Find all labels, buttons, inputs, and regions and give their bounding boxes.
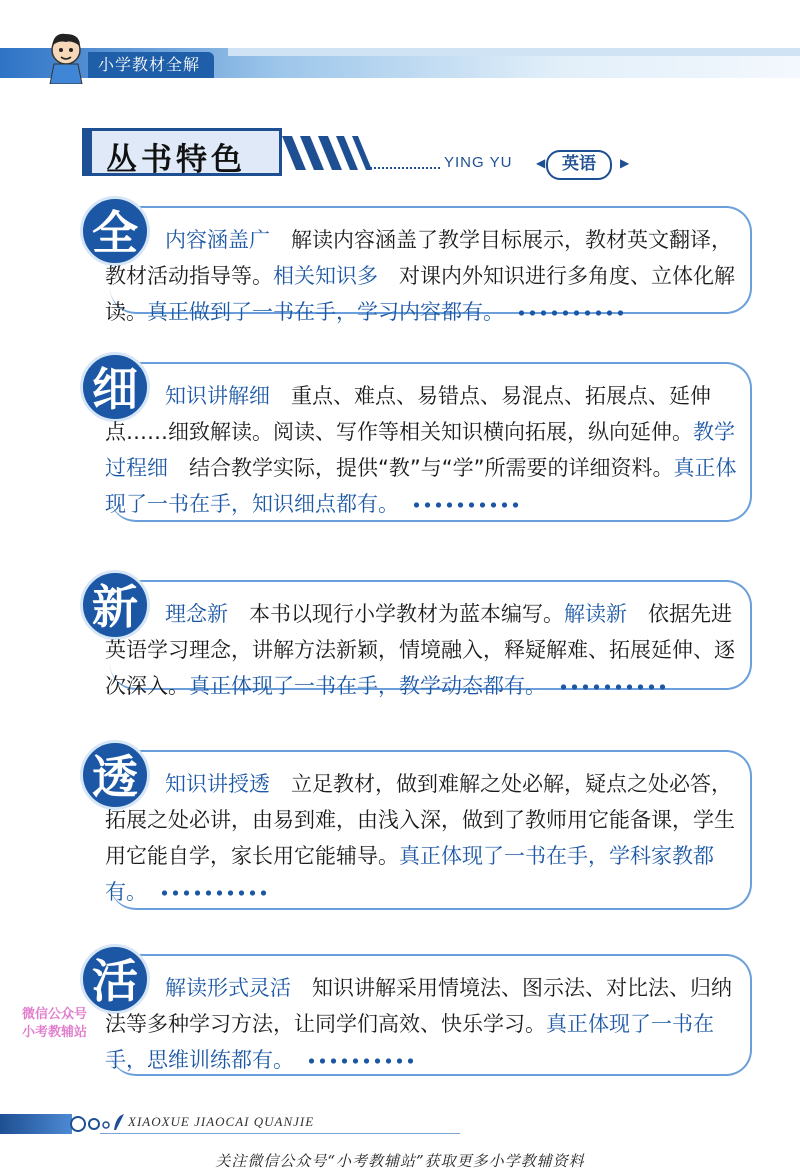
trailing-dots-icon — [516, 310, 626, 316]
feature-block-xi — [0, 352, 800, 532]
footer-band — [0, 1114, 72, 1134]
trailing-dots-icon — [159, 890, 269, 896]
feature-char-badge: 全 — [80, 196, 150, 266]
body-text: 重点、难点、易错点、易混点、拓展点、延伸点……细致解读。阅读、写作等相关知识横向拓展，纵向延伸。 — [105, 384, 711, 444]
header-strip — [228, 48, 800, 56]
highlight-phrase: 知识讲授透 — [165, 772, 270, 796]
subject-pinyin: YING YU — [444, 154, 513, 171]
highlight-phrase: 解读形式灵活 — [165, 976, 291, 1000]
book-title: 小学教材全解 — [88, 52, 214, 78]
feature-block-tou — [0, 740, 800, 920]
feature-text — [105, 596, 738, 704]
feature-text — [105, 378, 738, 522]
body-text: 结合教学实际，提供“教”与“学”所需要的详细资料。 — [189, 456, 674, 480]
highlight-phrase: 真正体现了一书在手，教学动态都有。 — [189, 674, 546, 698]
highlight-phrase: 教学过程细 — [105, 420, 735, 480]
decorative-slashes-icon — [282, 136, 372, 170]
badge-left-arrow-icon: ◀ — [536, 156, 546, 170]
feature-text — [105, 222, 738, 330]
body-text: 知识讲解采用情境法、图示法、对比法、归纳法等多种学习方法，让同学们高效、快乐学习。 — [105, 976, 732, 1036]
feature-char-badge: 新 — [80, 570, 150, 640]
highlight-phrase: 内容涵盖广 — [165, 228, 270, 252]
footer-rule — [100, 1133, 460, 1134]
highlight-phrase: 知识讲解细 — [165, 384, 270, 408]
highlight-phrase: 真正体现了一书在手，思维训练都有。 — [105, 1012, 714, 1072]
trailing-dots-icon — [411, 502, 521, 508]
feature-char-badge: 细 — [80, 352, 150, 422]
section-title: 丛书特色 — [106, 142, 246, 178]
body-text: 立足教材，做到难解之处必解，疑点之处必答，拓展之处必讲，由易到难，由浅入深，做到了教师用它能备课，学生用它能自学，家长用它能辅导。 — [105, 772, 735, 868]
subject-badge: 英语 — [546, 150, 612, 180]
highlight-phrase: 相关知识多 — [273, 264, 378, 288]
title-dotted-leader — [370, 167, 440, 169]
body-text: 依据先进英语学习理念，讲解方法新颖，情境融入，释疑解难、拓展延伸、逐次深入。 — [105, 602, 735, 698]
body-text: 对课内外知识进行多角度、立体化解读。 — [105, 264, 735, 324]
side-watermark: 微信公众号 小考教辅站 — [22, 1007, 88, 1040]
feature-text — [105, 970, 738, 1078]
section-title-box — [82, 128, 282, 176]
highlight-phrase: 真正体现了一书在手，学科家教都有。 — [105, 844, 714, 904]
trailing-dots-icon — [558, 684, 668, 690]
footer-pinyin: XIAOXUE JIAOCAI QUANJIE — [128, 1114, 315, 1129]
bottom-note: 关注微信公众号“小考教辅站”获取更多小学教辅资料 — [215, 1152, 585, 1170]
feature-block-huo — [0, 944, 800, 1084]
feature-char-badge: 透 — [80, 740, 150, 810]
feature-char-badge: 活 — [80, 944, 150, 1014]
mascot-boy-icon — [42, 30, 90, 84]
badge-right-arrow-icon: ▶ — [620, 156, 630, 170]
feature-block-quan — [0, 196, 800, 326]
highlight-phrase: 真正体现了一书在手，知识细点都有。 — [105, 456, 737, 516]
highlight-phrase: 理念新 — [165, 602, 228, 626]
feature-text — [105, 766, 738, 910]
trailing-dots-icon — [306, 1058, 416, 1064]
body-text: 本书以现行小学教材为蓝本编写。 — [249, 602, 564, 626]
highlight-phrase: 解读新 — [564, 602, 627, 626]
feature-block-xin — [0, 570, 800, 700]
highlight-phrase: 真正做到了一书在手，学习内容都有。 — [147, 300, 504, 324]
body-text: 解读内容涵盖了教学目标展示，教材英文翻译，教材活动指导等。 — [105, 228, 732, 288]
